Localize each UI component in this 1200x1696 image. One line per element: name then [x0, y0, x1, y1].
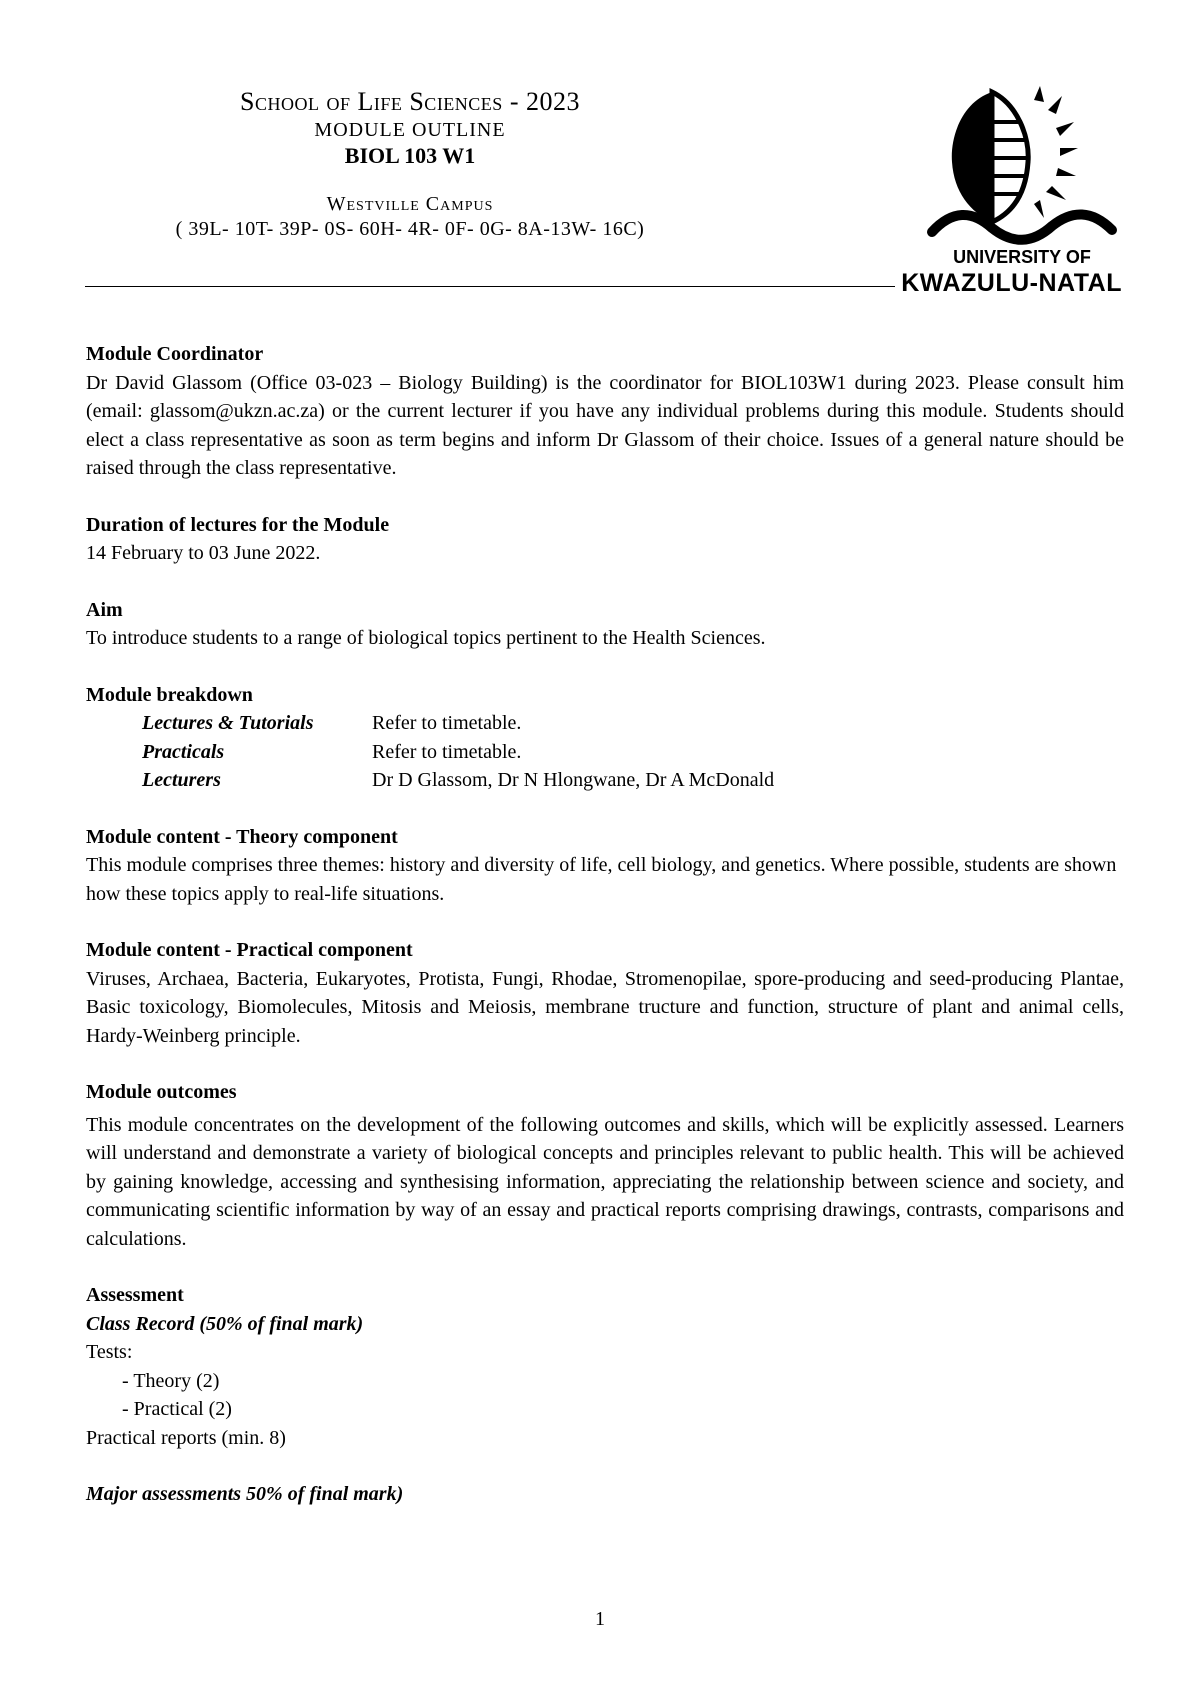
section-text: Dr David Glassom (Office 03-023 – Biology Building) is the coordinator for BIOL103W1 during 2023. Please consult him (email: glassom@ukzn.ac.za) or the current lecturer if you have any individual problems during this module. Students should elect a class representative as soon as term begins and inform Dr Glassom of their choice. Issues of a general nature should be raised through the class representative.	[86, 371, 1124, 479]
section-heading: Module content - Practical component	[86, 939, 413, 961]
section-heading: Module outcomes	[86, 1081, 237, 1103]
section-text: 14 February to 03 June 2022.	[86, 542, 321, 564]
document-header	[80, 86, 740, 242]
section-text: Viruses, Archaea, Bacteria, Eukaryotes, Protista, Fungi, Rhodae, Stromenopilae, spore-producing and seed-producing Plantae, Basic toxicology, Biomolecules, Mitosis and Meiosis, membrane tructure and function, structure of plant and animal cells, Hardy-Weinberg principle.	[86, 967, 1124, 1047]
tests-label: Tests:	[86, 1341, 133, 1363]
practical-reports-text: Practical reports (min. 8)	[86, 1426, 286, 1449]
breakdown-label: Lecturers	[142, 769, 221, 791]
major-assessments-heading: Major assessments 50% of final mark)	[86, 1483, 404, 1505]
section-text: To introduce students to a range of biological topics pertinent to the Health Sciences.	[86, 627, 766, 649]
module-credits: ( 39L- 10T- 39P- 0S- 60H- 4R- 0F- 0G- 8A-13W- 16C)	[175, 218, 645, 240]
breakdown-value: Dr D Glassom, Dr N Hlongwane, Dr A McDonald	[372, 769, 775, 791]
logo-text-university-of: UNIVERSITY OF	[953, 247, 1091, 267]
class-record-heading: Class Record (50% of final mark)	[86, 1312, 364, 1335]
section-heading: Aim	[86, 598, 123, 621]
breakdown-value: Refer to timetable.	[372, 712, 522, 734]
section-heading: Duration of lectures for the Module	[86, 513, 390, 536]
breakdown-value: Refer to timetable.	[372, 740, 522, 763]
section-text: This module comprises three themes: history and diversity of life, cell biology, and genetics. Where possible, students are shown how these topics apply to real-life situations.	[86, 854, 1117, 905]
section-theory	[86, 823, 1124, 909]
breakdown-label: Practicals	[142, 740, 225, 763]
section-heading: Module breakdown	[86, 683, 253, 706]
section-duration	[86, 511, 1124, 568]
list-item: - Practical (2)	[122, 1395, 1124, 1424]
section-breakdown	[86, 681, 1124, 795]
breakdown-table	[142, 709, 1124, 795]
university-logo	[901, 82, 1122, 302]
breakdown-label: Lectures & Tutorials	[142, 712, 314, 734]
section-text: This module concentrates on the development of the following outcomes and skills, which will be explicitly assessed. Learners will understand and demonstrate a variety of biological concepts and principles relevant to public health. This will be achieved by gaining knowledge, accessing and synthesising information, appreciating the relationship between science and society, and communicating scientific information by way of an essay and practical reports comprising drawings, contrasts, comparisons and calculations.	[86, 1113, 1124, 1250]
header-divider	[85, 286, 895, 287]
module-code: BIOL 103 W1	[344, 143, 476, 168]
section-heading: Assessment	[86, 1284, 184, 1306]
section-aim	[86, 596, 1124, 653]
section-heading: Module Coordinator	[86, 343, 264, 365]
tests-list	[86, 1367, 1124, 1424]
document-body	[86, 340, 1124, 1537]
logo-text-kwazulu-natal: KWAZULU-NATAL	[901, 269, 1122, 297]
list-item: - Theory (2)	[122, 1367, 1124, 1396]
section-heading: Module content - Theory component	[86, 825, 398, 848]
section-coordinator	[86, 340, 1124, 483]
campus-name: Westville Campus	[326, 193, 494, 215]
breakdown-row	[142, 738, 1124, 767]
breakdown-row	[142, 766, 1124, 795]
section-outcomes	[86, 1078, 1124, 1253]
breakdown-row	[142, 709, 1124, 738]
university-shield-icon	[922, 82, 1122, 248]
section-practical	[86, 936, 1124, 1050]
page-number: 1	[595, 1608, 605, 1630]
section-assessment	[86, 1281, 1124, 1509]
school-title: School of Life Sciences - 2023	[240, 87, 580, 116]
module-outline-label: MODULE OUTLINE	[314, 119, 506, 141]
